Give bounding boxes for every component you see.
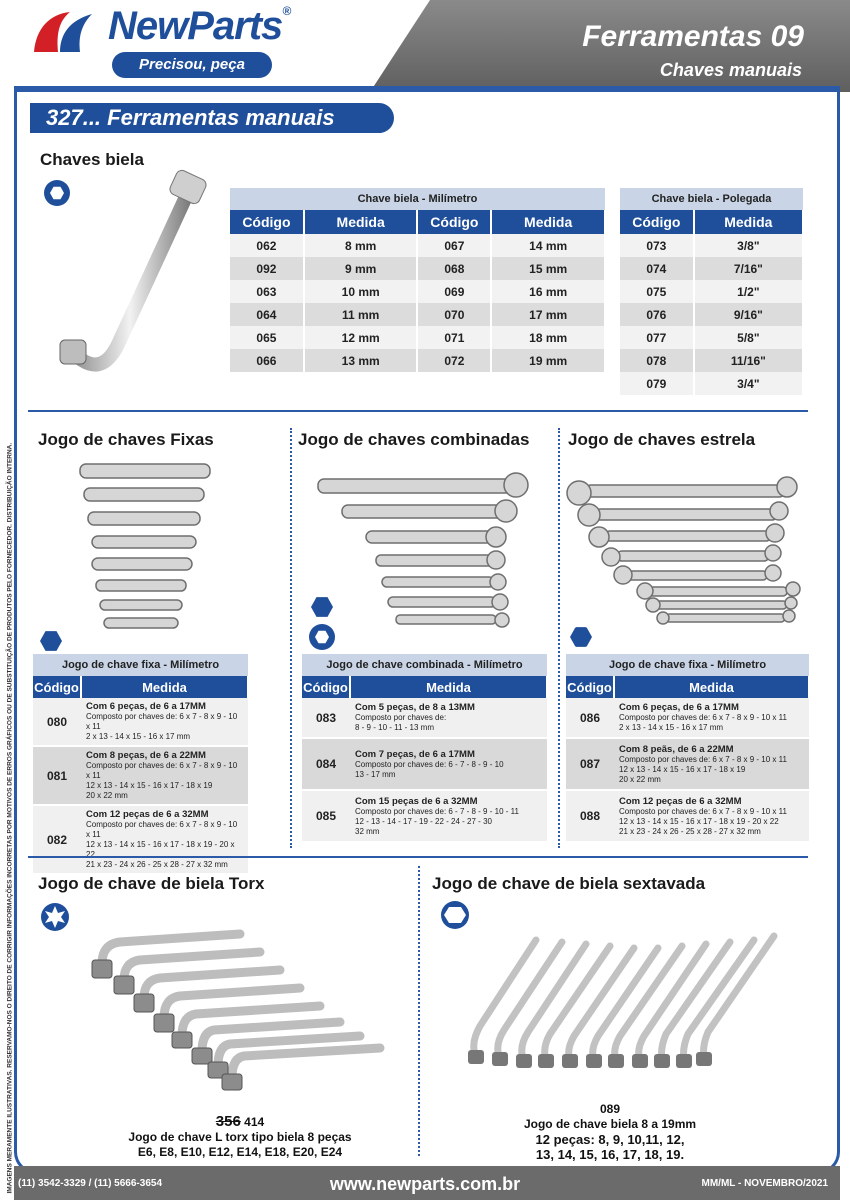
desc-cell bbox=[81, 698, 248, 746]
col-header: Código bbox=[417, 210, 491, 234]
kit-title: Com 15 peças de 6 a 32MM bbox=[355, 795, 478, 807]
col-header: Medida bbox=[81, 676, 248, 698]
table-row bbox=[33, 698, 248, 746]
desc-cell bbox=[614, 738, 809, 790]
table-row bbox=[566, 738, 809, 790]
torx-sizes: E6, E8, E10, E12, E14, E18, E20, E24 bbox=[137, 1145, 343, 1159]
desc-cell bbox=[81, 805, 248, 874]
kit-title: Com 7 peças, de 6 a 17MM bbox=[355, 748, 475, 760]
code-cell: 083 bbox=[302, 698, 350, 738]
table-row bbox=[230, 349, 605, 372]
kit-title: Com 5 peças, de 8 a 13MM bbox=[355, 702, 475, 713]
table-row bbox=[33, 805, 248, 874]
torx-caption bbox=[90, 1114, 390, 1160]
kit-composition: 12 x 13 - 14 x 15 - 16 x 17 - 18 x 19 bbox=[86, 781, 213, 790]
brand-logo bbox=[108, 4, 290, 49]
biela-pol-table bbox=[620, 188, 804, 395]
kit-composition: 32 mm bbox=[355, 826, 380, 836]
cell: 075 bbox=[620, 280, 694, 303]
column-divider bbox=[418, 866, 420, 1156]
col-header: Medida bbox=[491, 210, 605, 234]
hex-socket-wrench-set-image bbox=[450, 926, 790, 1076]
torx-code-line bbox=[90, 1114, 390, 1130]
kit-composition: 8 - 9 - 10 - 11 - 13 mm bbox=[355, 723, 434, 732]
kit-composition: Composto por chaves de: 6 - 7 - 8 - 9 - 10 - 11 bbox=[355, 806, 519, 816]
desc-cell bbox=[350, 790, 547, 842]
table-row bbox=[230, 257, 605, 280]
kit-composition: Composto por chaves de: 6 - 7 - 8 - 9 - 10 bbox=[355, 759, 504, 769]
sextavada-description: Jogo de chave biela 8 a 19mm bbox=[523, 1117, 697, 1131]
kit-composition: Composto por chaves de: 6 x 7 - 8 x 9 - 10 x 11 bbox=[86, 820, 238, 839]
code-cell: 087 bbox=[566, 738, 614, 790]
cell: 9 mm bbox=[304, 257, 418, 280]
table-row bbox=[620, 372, 803, 395]
col-header: Código bbox=[566, 676, 614, 698]
table-row bbox=[230, 326, 605, 349]
kit-composition: 13 - 17 mm bbox=[355, 769, 396, 779]
kit-composition: Composto por chaves de: 6 x 7 - 8 x 9 - 10 x 11 bbox=[619, 713, 787, 722]
desc-cell bbox=[81, 746, 248, 805]
sextavada-code: 089 bbox=[599, 1102, 621, 1116]
box-end-wrench-set-image bbox=[565, 475, 805, 625]
torx-title: Jogo de chave de biela Torx bbox=[38, 874, 265, 893]
cell: 071 bbox=[417, 326, 491, 349]
sextavada-sizes: 13, 14, 15, 16, 17, 18, 19. bbox=[535, 1147, 685, 1162]
brand-slogan: Precisou, peça bbox=[112, 52, 272, 78]
cell: 064 bbox=[230, 303, 304, 326]
col-header: Medida bbox=[304, 210, 418, 234]
registered-mark: ® bbox=[282, 4, 291, 18]
code-cell: 084 bbox=[302, 738, 350, 790]
sextavada-caption bbox=[470, 1102, 750, 1162]
section-divider bbox=[28, 410, 808, 412]
biela-title: Chaves biela bbox=[40, 150, 144, 169]
kit-title: Com 8 peãs, de 6 a 22MM bbox=[619, 743, 734, 755]
page-subtitle: Chaves manuais bbox=[659, 60, 802, 80]
cell: 079 bbox=[620, 372, 694, 395]
desc-cell bbox=[614, 790, 809, 842]
table-caption: Jogo de chave fixa - Milímetro bbox=[566, 654, 809, 676]
code-cell: 086 bbox=[566, 698, 614, 738]
table-caption: Chave biela - Polegada bbox=[620, 188, 803, 210]
col-header: Código bbox=[302, 676, 350, 698]
col-header: Medida bbox=[614, 676, 809, 698]
cell: 15 mm bbox=[491, 257, 605, 280]
code-cell: 080 bbox=[33, 698, 81, 746]
torx-code-old: 356 bbox=[215, 1113, 241, 1130]
combination-wrench-set-image bbox=[310, 465, 535, 635]
column-divider bbox=[290, 428, 292, 848]
kit-composition: Composto por chaves de: 6 x 7 - 8 x 9 - 10 x 11 bbox=[619, 754, 787, 764]
cell: 063 bbox=[230, 280, 304, 303]
table-row bbox=[566, 790, 809, 842]
cell: 18 mm bbox=[491, 326, 605, 349]
column-divider bbox=[558, 428, 560, 848]
cell: 3/4" bbox=[694, 372, 803, 395]
table-row bbox=[33, 746, 248, 805]
cell: 10 mm bbox=[304, 280, 418, 303]
logo-swoosh-icon bbox=[30, 8, 100, 54]
cell: 19 mm bbox=[491, 349, 605, 372]
cell: 069 bbox=[417, 280, 491, 303]
biela-mm-table bbox=[230, 188, 606, 372]
table-caption: Jogo de chave fixa - Milímetro bbox=[33, 654, 248, 676]
cell: 16 mm bbox=[491, 280, 605, 303]
cell: 072 bbox=[417, 349, 491, 372]
table-row bbox=[302, 698, 547, 738]
footer-website-link[interactable]: www.newparts.com.br bbox=[329, 1174, 521, 1194]
table-row bbox=[620, 257, 803, 280]
code-cell: 085 bbox=[302, 790, 350, 842]
table-row bbox=[620, 303, 803, 326]
kit-title: Com 12 peças de 6 a 32MM bbox=[86, 809, 209, 820]
cell: 062 bbox=[230, 234, 304, 257]
cell: 077 bbox=[620, 326, 694, 349]
cell: 3/8" bbox=[694, 234, 803, 257]
cell: 074 bbox=[620, 257, 694, 280]
kit-title: Com 12 peças de 6 a 32MM bbox=[619, 795, 742, 807]
cell: 14 mm bbox=[491, 234, 605, 257]
code-cell: 081 bbox=[33, 746, 81, 805]
footer-reference: MM/ML - NOVEMBRO/2021 bbox=[701, 1178, 828, 1189]
section-banner: 327... Ferramentas manuais bbox=[30, 103, 394, 133]
kit-composition: 2 x 13 - 14 x 15 - 16 x 17 mm bbox=[86, 732, 191, 741]
table-row bbox=[230, 234, 605, 257]
torx-description: Jogo de chave L torx tipo biela 8 peças bbox=[128, 1130, 352, 1144]
code-cell: 088 bbox=[566, 790, 614, 842]
footer-phones: (11) 3542-3329 / (11) 5666-3654 bbox=[18, 1178, 162, 1189]
table-row bbox=[302, 790, 547, 842]
kit-composition: 12 x 13 - 14 x 15 - 16 x 17 - 18 x 19 - 20 x 22 bbox=[86, 840, 235, 859]
table-caption: Chave biela - Milímetro bbox=[230, 188, 605, 210]
cell: 066 bbox=[230, 349, 304, 372]
cell: 5/8" bbox=[694, 326, 803, 349]
kit-composition: 20 x 22 mm bbox=[86, 791, 128, 800]
estrela-table bbox=[566, 654, 810, 843]
fixas-table bbox=[33, 654, 249, 875]
kit-composition: 12 x 13 - 14 x 15 - 16 x 17 - 18 x 19 - 20 x 22 bbox=[619, 816, 779, 826]
col-header: Código bbox=[230, 210, 304, 234]
col-header: Código bbox=[620, 210, 694, 234]
kit-composition: Composto por chaves de: 6 x 7 - 8 x 9 - 10 x 11 bbox=[86, 761, 238, 780]
col-header: Código bbox=[33, 676, 81, 698]
sextavada-sizes: 12 peças: 8, 9, 10,11, 12, bbox=[535, 1132, 685, 1147]
cell: 9/16" bbox=[694, 303, 803, 326]
torx-star-icon bbox=[40, 902, 70, 932]
kit-composition: 12 x 13 - 14 x 15 - 16 x 17 - 18 x 19 bbox=[619, 764, 746, 774]
cell: 8 mm bbox=[304, 234, 418, 257]
cell: 1/2" bbox=[694, 280, 803, 303]
cell: 092 bbox=[230, 257, 304, 280]
torx-code: 414 bbox=[244, 1115, 265, 1129]
kit-composition: 21 x 23 - 24 x 26 - 25 x 28 - 27 x 32 mm bbox=[86, 860, 228, 869]
combinadas-table bbox=[302, 654, 548, 843]
table-row bbox=[620, 326, 803, 349]
table-row bbox=[302, 738, 547, 790]
page-header bbox=[0, 0, 850, 92]
col-header: Medida bbox=[350, 676, 547, 698]
kit-composition: 20 x 22 mm bbox=[619, 774, 661, 784]
kit-composition: 21 x 23 - 24 x 26 - 25 x 28 - 27 x 32 mm bbox=[619, 826, 761, 836]
ring-hex-icon bbox=[309, 624, 335, 650]
estrela-title: Jogo de chaves estrela bbox=[568, 430, 756, 449]
page-title: Ferramentas 09 bbox=[582, 20, 804, 53]
cell: 17 mm bbox=[491, 303, 605, 326]
cell: 11/16" bbox=[694, 349, 803, 372]
open-wrench-set-image bbox=[70, 458, 220, 638]
table-row bbox=[620, 234, 803, 257]
table-row bbox=[566, 698, 809, 738]
brand-name: NewParts bbox=[108, 4, 283, 48]
cell: 073 bbox=[620, 234, 694, 257]
cell: 070 bbox=[417, 303, 491, 326]
desc-cell bbox=[614, 698, 809, 738]
kit-title: Com 6 peças, de 6 a 17MM bbox=[619, 702, 739, 713]
torx-wrench-set-image bbox=[80, 920, 400, 1100]
cell: 076 bbox=[620, 303, 694, 326]
cell: 065 bbox=[230, 326, 304, 349]
kit-composition: 12 - 13 - 14 - 17 - 19 - 22 - 24 - 27 - 30 bbox=[355, 816, 492, 826]
l-wrench-image bbox=[40, 170, 220, 400]
combinadas-title: Jogo de chaves combinadas bbox=[298, 430, 530, 449]
cell: 7/16" bbox=[694, 257, 803, 280]
desc-cell bbox=[350, 698, 547, 738]
cell: 13 mm bbox=[304, 349, 418, 372]
table-caption: Jogo de chave combinada - Milímetro bbox=[302, 654, 547, 676]
kit-title: Com 6 peças, de 6 a 17MM bbox=[86, 701, 206, 712]
sextavada-title: Jogo de chave de biela sextavada bbox=[432, 874, 706, 893]
cell: 12 mm bbox=[304, 326, 418, 349]
fixas-title: Jogo de chaves Fixas bbox=[38, 430, 214, 449]
cell: 11 mm bbox=[304, 303, 418, 326]
table-row bbox=[620, 280, 803, 303]
table-row bbox=[620, 349, 803, 372]
table-row bbox=[230, 303, 605, 326]
cell: 068 bbox=[417, 257, 491, 280]
col-header: Medida bbox=[694, 210, 803, 234]
side-disclaimer: IMAGENS MERAMENTE ILUSTRATIVAS. RESERVAMO-NOS O DIREITO DE CORRIGIR INFORMAÇÕES INCORRETAS POR MOTIVOS DE ERROS GRÁFICOS OU DE SUBSTITUIÇÃO DE PRODUTOS PELO FORNECEDOR. DISTRIBUIÇÃO INTERNA. bbox=[6, 442, 14, 1194]
code-cell: 082 bbox=[33, 805, 81, 874]
kit-composition: Composto por chaves de: bbox=[355, 713, 447, 722]
section-divider bbox=[28, 856, 808, 858]
desc-cell bbox=[350, 738, 547, 790]
cell: 067 bbox=[417, 234, 491, 257]
table-row bbox=[230, 280, 605, 303]
cell: 078 bbox=[620, 349, 694, 372]
kit-composition: 2 x 13 - 14 x 15 - 16 x 17 mm bbox=[619, 723, 724, 732]
kit-title: Com 8 peças, de 6 a 22MM bbox=[86, 750, 206, 761]
kit-composition: Composto por chaves de: 6 x 7 - 8 x 9 - 10 x 11 bbox=[619, 806, 787, 816]
kit-composition: Composto por chaves de: 6 x 7 - 8 x 9 - 10 x 11 bbox=[86, 712, 238, 731]
